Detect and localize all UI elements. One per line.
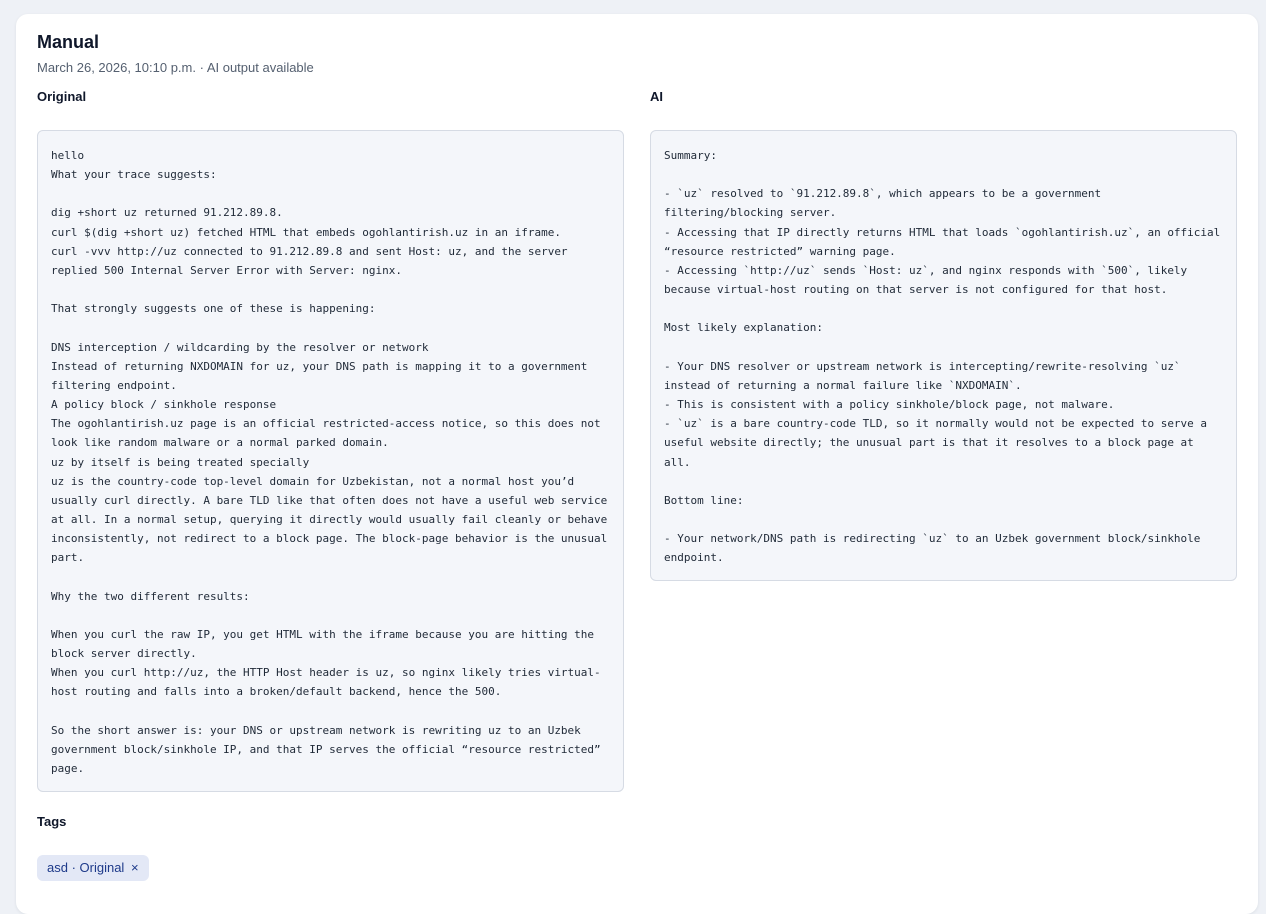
tags-heading: Tags [37, 814, 67, 829]
page-meta: March 26, 2026, 10:10 p.m. · AI output available [37, 60, 314, 75]
tag-chip [37, 855, 149, 881]
page-title: Manual [37, 32, 100, 52]
original-text-pane: hello What your trace suggests: dig +short uz returned 91.212.89.8. curl $(dig +short uz) fetched HTML that embeds ogohlantirish.uz in an iframe. curl -vvv http://uz connected to 91.212.89.8 and sent Host: uz, and the server replied 500 Internal Server Error with Server: nginx. That strongly suggests one of these is happening: DNS interception / wildcarding by the resolver or network Instead of returning NXDOMAIN for uz, your DNS path is mapping it to a government filtering endpoint. A policy block / sinkhole response The ogohlantirish.uz page is an official restricted-access notice, so this does not look like random malware or a normal parked domain. uz by itself is being treated specially uz is the country-code top-level domain for Uzbekistan, not a normal host you’d usually curl directly. A bare TLD like that often does not have a useful web service at all. In a normal setup, querying it directly would usually fail cleanly or behave inconsistently, not redirect to a block page. The block-page behavior is the unusual part. Why the two different results: When you curl the raw IP, you get HTML with the iframe because you are hitting the block server directly. When you curl http://uz, the HTTP Host header is uz, so nginx likely tries virtual-host routing and falls into a broken/default backend, hence the 500. So the short answer is: your DNS or upstream network is rewriting uz to an Uzbek government block/sinkhole IP, and that IP serves the official “resource restricted” page. [37, 130, 624, 792]
original-heading: Original [37, 89, 87, 104]
detail-card [16, 14, 1258, 914]
tag-label: asd · Original [47, 860, 125, 875]
ai-heading: AI [650, 89, 663, 104]
ai-text-pane: Summary: - `uz` resolved to `91.212.89.8`, which appears to be a government filtering/blocking server. - Accessing that IP directly returns HTML that loads `ogohlantirish.uz`, an official “resource restricted” warning page. - Accessing `http://uz` sends `Host: uz`, and nginx responds with `500`, likely because virtual-host routing on that server is not configured for that host. Most likely explanation: - Your DNS resolver or upstream network is intercepting/rewrite-resolving `uz` instead of returning a normal failure like `NXDOMAIN`. - This is consistent with a policy sinkhole/block page, not malware. - `uz` is a bare country-code TLD, so it normally would not be expected to serve a useful website directly; the unusual part is that it resolves to a block page at all. Bottom line: - Your network/DNS path is redirecting `uz` to an Uzbek government block/sinkhole endpoint. [650, 130, 1237, 581]
remove-tag-icon[interactable]: × [130, 860, 139, 875]
